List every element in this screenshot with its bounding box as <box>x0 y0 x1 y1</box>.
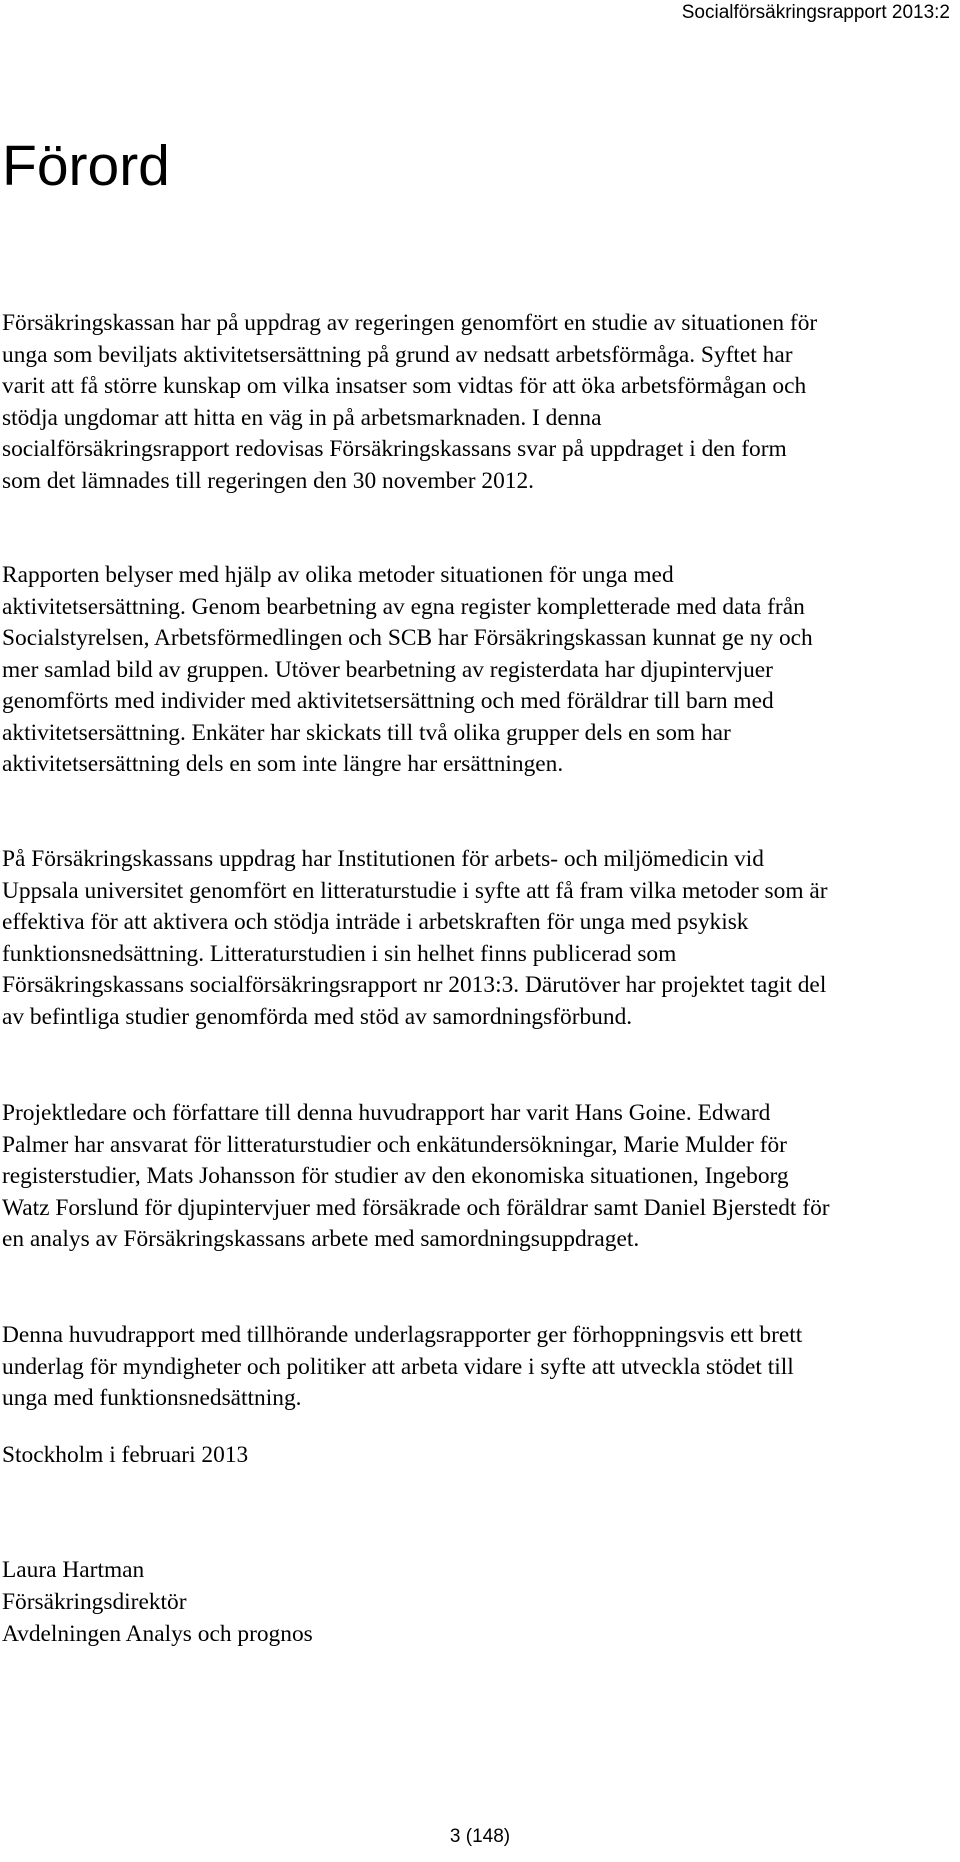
page-title: Förord <box>2 134 170 198</box>
signature-department: Avdelningen Analys och prognos <box>2 1621 313 1647</box>
paragraph-4: Projektledare och författare till denna huvudrapport har varit Hans Goine. Edward Palmer har ansvarat för litteraturstudier och enkätundersökningar, Marie Mulder för registerstudier, Mats Johansson för studier av den ekonomiska situationen, Ingeborg Watz Forslund för djupintervjuer med försäkrade och föräldrar samt Daniel Bjerstedt för en analys av Försäkringskassans arbete med samordningsuppdraget. <box>2 1100 830 1252</box>
paragraph-2: Rapporten belyser med hjälp av olika metoder situationen för unga med aktivitetsersättning. Genom bearbetning av egna register kompletterade med data från Socialstyrelsen, Arbetsförmedlingen och SCB har Försäkringskassan kunnat ge ny och mer samlad bild av gruppen. Utöver bearbetning av registerdata har djupintervjuer genomförts med individer med aktivitetsersättning och med föräldrar till barn med aktivitetsersättning. Enkäter har skickats till två olika grupper dels en som har aktivitetsersättning dels en som inte längre har ersättningen. <box>2 562 813 777</box>
paragraph-1: Försäkringskassan har på uppdrag av regeringen genomfört en studie av situationen för unga som beviljats aktivitetsersättning på grund av nedsatt arbetsförmåga. Syftet har varit att få större kunskap om vilka insatser som vidtas för att öka arbetsförmågan och stödja ungdomar att hitta en väg in på arbetsmarknaden. I denna socialförsäkringsrapport redovisas Försäkringskassans svar på uppdraget i den form som det lämnades till regeringen den 30 november 2012. <box>2 310 818 494</box>
paragraph-5: Denna huvudrapport med tillhörande underlagsrapporter ger förhoppningsvis ett brett underlag för myndigheter och politiker att arbeta vidare i syfte att utveckla stödet till unga med funktionsnedsättning. <box>2 1322 803 1411</box>
place-date: Stockholm i februari 2013 <box>2 1442 249 1468</box>
running-header: Socialförsäkringsrapport 2013:2 <box>681 2 950 23</box>
page-number: 3 (148) <box>449 1826 511 1847</box>
signature-name: Laura Hartman <box>2 1557 145 1583</box>
paragraph-3: På Försäkringskassans uppdrag har Institutionen för arbets- och miljömedicin vid Uppsala universitet genomfört en litteraturstudie i syfte att få fram vilka metoder som är effektiva för att aktivera och stödja inträde i arbetskraften för unga med psykisk funktionsnedsättning. Litteraturstudien i sin helhet finns publicerad som Försäkringskassans socialförsäkringsrapport nr 2013:3. Därutöver har projektet tagit del av befintliga studier genomförda med stöd av samordningsförbund. <box>2 846 828 1030</box>
signature-title: Försäkringsdirektör <box>2 1589 187 1615</box>
